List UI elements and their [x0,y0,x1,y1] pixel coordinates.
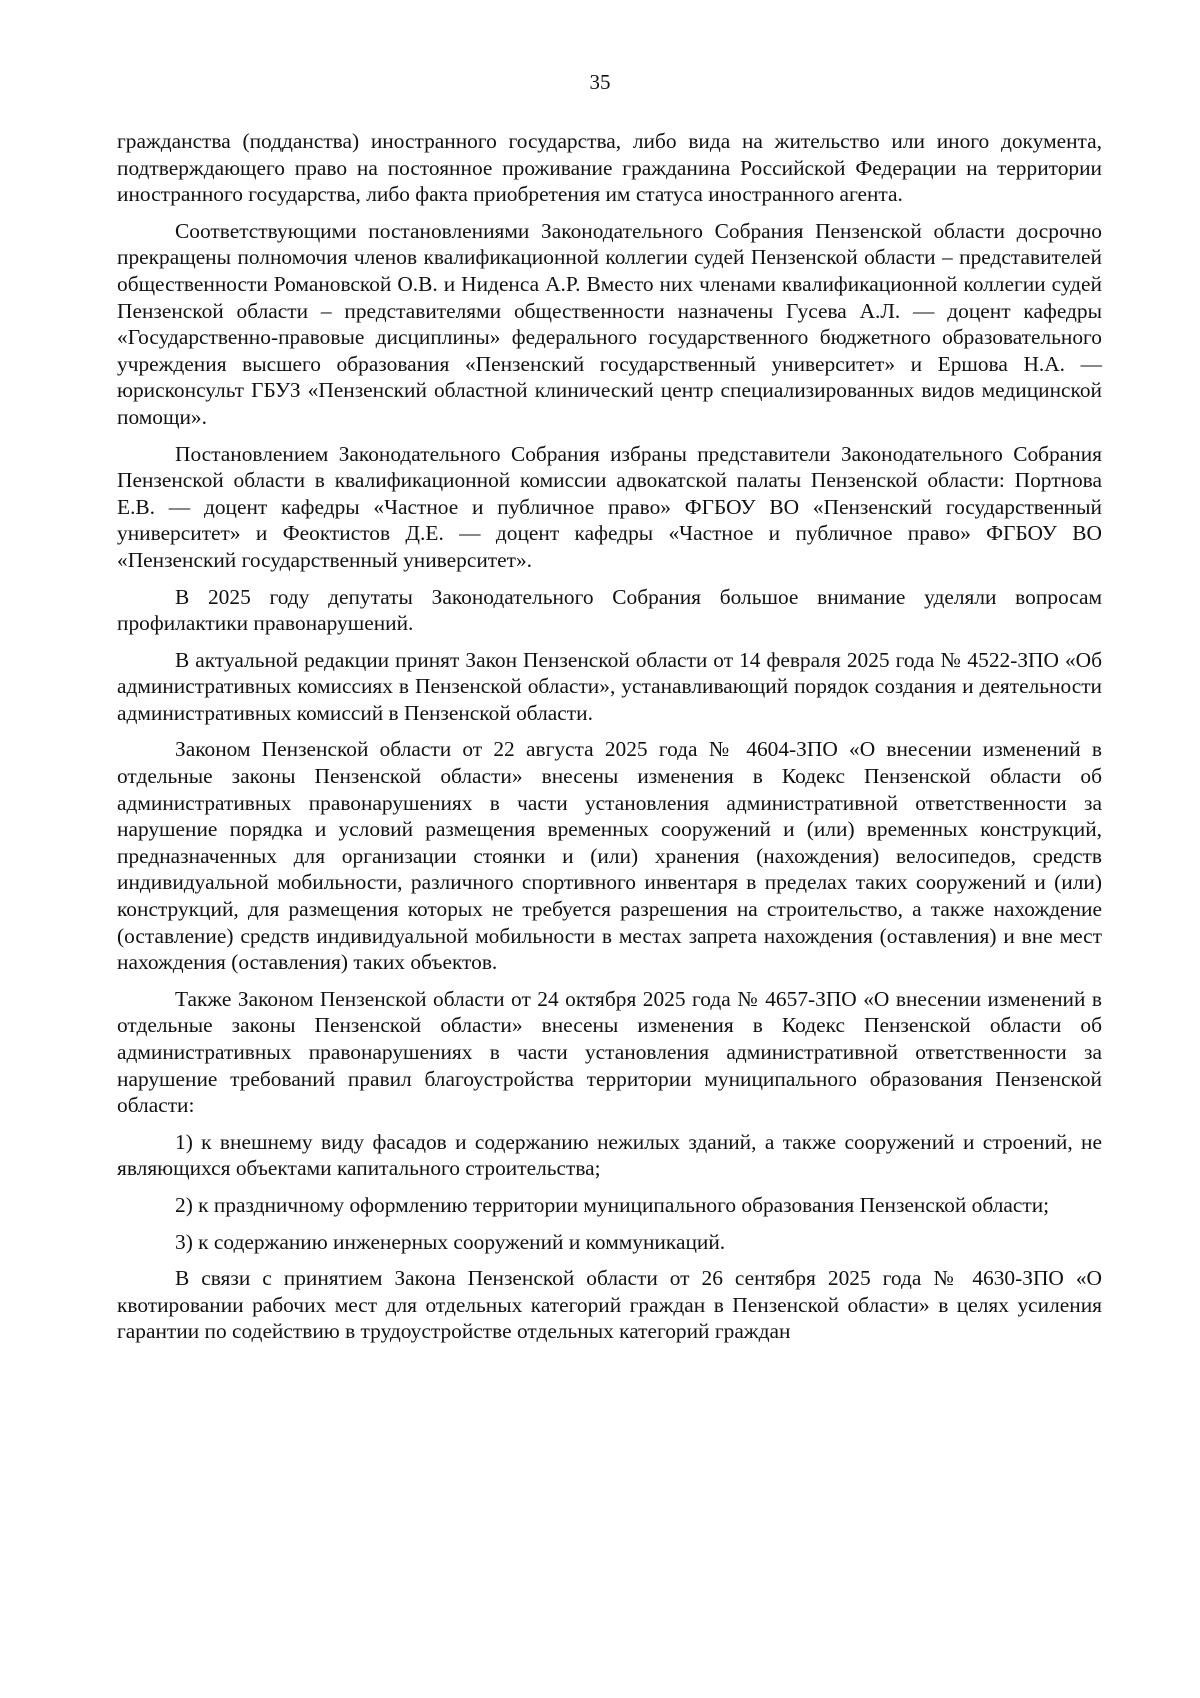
paragraph-law-4630: В связи с принятием Закона Пензенской области от 26 сентября 2025 года № 4630-ЗПО «О квотировании рабочих мест для отдельных категорий граждан в Пензенской области» в целях усиления гарантии по содействию в трудоустройстве отдельных категорий граждан [117,1266,1102,1344]
paragraph-bar-commission: Постановлением Законодательного Собрания избраны представители Законодательного Собрания Пензенской области в квалификационной комиссии адвокатской палаты Пензенской области: Портнова Е.В. — доцент кафедры «Частное и публичное право» ФГБОУ ВО «Пензенский государственный университет» и Феоктистов Д.Е. — доцент кафедры «Частное и публичное право» ФГБОУ ВО «Пензенский государственный университет». [117,441,1102,572]
paragraph-1-continued: гражданства (подданства) иностранного государства, либо вида на жительство или иного документа, подтверждающего право на постоянное проживание гражданина Российской Федерации на территории иностранного государства, либо факта приобретения им статуса иностранного агента. [117,129,1102,207]
page-number: 35 [589,70,611,94]
page-body [117,128,1102,1355]
list-item-1: 1) к внешнему виду фасадов и содержанию нежилых зданий, а также сооружений и строений, не являющихся объектами капитального строительства; [117,1129,1102,1181]
paragraph-prevention: В 2025 году депутаты Законодательного Собрания большое внимание уделяли вопросам профилактики правонарушений. [117,584,1102,636]
list-item-3: 3) к содержанию инженерных сооружений и коммуникаций. [175,1229,726,1254]
paragraph-qualification-board: Соответствующими постановлениями Законодательного Собрания Пензенской области досрочно прекращены полномочия членов квалификационной коллегии судей Пензенской области – представителей общественности Романовской О.В. и Ниденса А.Р. Вместо них членами квалификационной коллегии судей Пензенской области – представителями общественности назначены Гусева А.Л. — доцент кафедры «Государственно-правовые дисциплины» федерального государственного бюджетного образовательного учреждения высшего образования «Пензенский государственный университет» и Ершова Н.А. — юрисконсульт ГБУЗ «Пензенский областной клинический центр специализированных видов медицинской помощи». [117,218,1102,429]
paragraph-law-4604: Законом Пензенской области от 22 августа 2025 года № 4604-ЗПО «О внесении изменений в отдельные законы Пензенской области» внесены изменения в Кодекс Пензенской области об административных правонарушениях в части установления административной ответственности за нарушение порядка и условий размещения временных сооружений и (или) временных конструкций, предназначенных для организации стоянки и (или) хранения (нахождения) велосипедов, средств индивидуальной мобильности, различного спортивного инвентаря в пределах таких сооружений и (или) конструкций, для размещения которых не требуется разрешения на строительство, а также нахождение (оставление) средств индивидуальной мобильности в местах запрета нахождения (оставления) и вне мест нахождения (оставления) таких объектов. [117,737,1102,975]
paragraph-law-4522: В актуальной редакции принят Закон Пензенской области от 14 февраля 2025 года № 4522-ЗПО «Об административных комиссиях в Пензенской области», устанавливающий порядок создания и деятельности административных комиссий в Пензенской области. [117,647,1102,725]
paragraph-law-4657: Также Законом Пензенской области от 24 октября 2025 года № 4657-ЗПО «О внесении изменений в отдельные законы Пензенской области» внесены изменения в Кодекс Пензенской области об административных правонарушениях в части установления административной ответственности за нарушение требований правил благоустройства территории муниципального образования Пензенской области: [117,986,1102,1118]
list-item-2: 2) к праздничному оформлению территории муниципального образования Пензенской области; [175,1192,1050,1217]
